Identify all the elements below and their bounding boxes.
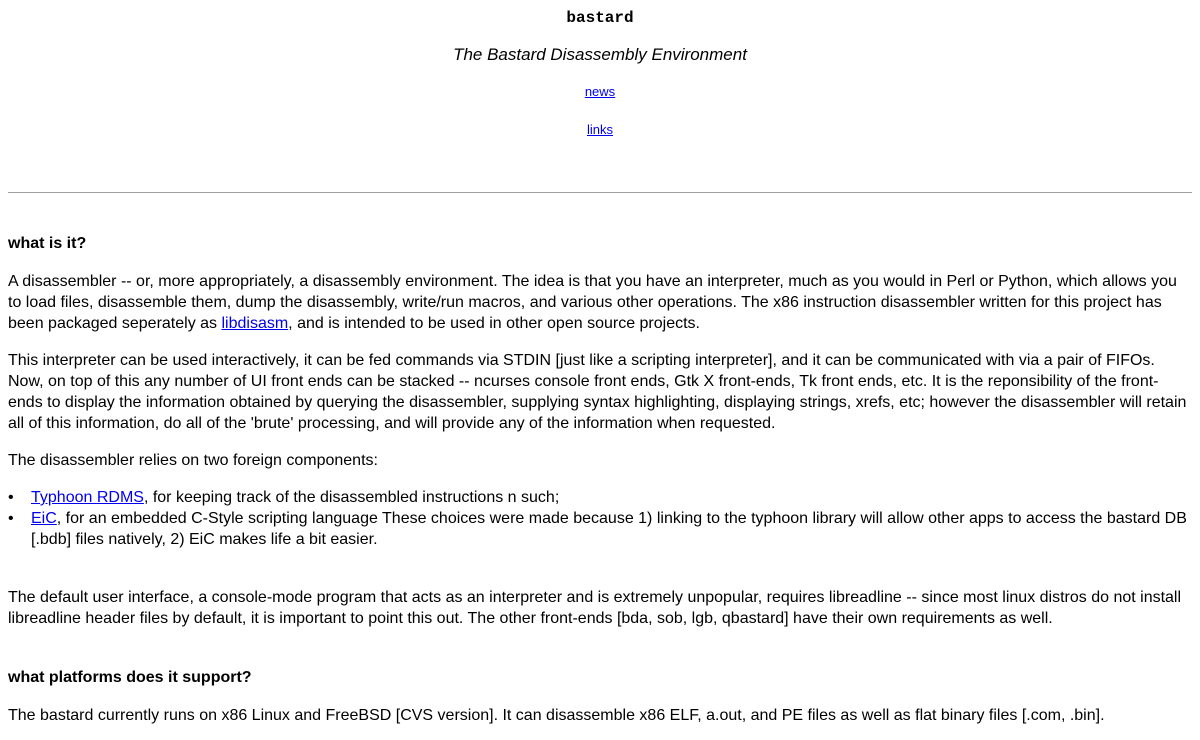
nav-links-row — [8, 119, 1192, 140]
news-link[interactable]: news — [584, 84, 616, 99]
typhoon-rdms-link[interactable]: Typhoon RDMS — [31, 489, 144, 506]
intro-text-after: , and is intended to be used in other open source projects. — [288, 315, 700, 332]
list-item — [8, 487, 1192, 508]
page-header — [8, 0, 1192, 140]
platforms-paragraph: The bastard currently runs on x86 Linux and FreeBSD [CVS version]. It can disassemble x86 ELF, a.out, and PE files as well as flat binary files [.com, .bin]. — [8, 707, 1105, 724]
ui-paragraph: The default user interface, a console-mode program that acts as an interpreter and is extremely unpopular, requires libreadline -- since most linux distros do not install libreadline header files by default, it is important to point this out. The other front-ends [bda, sob, lgb, qbastard] have their own requirements as well. — [8, 589, 1182, 627]
nav-news-row — [8, 81, 1192, 102]
header-divider — [8, 192, 1192, 193]
bullet-icon: • — [8, 510, 14, 527]
interpreter-paragraph: This interpreter can be used interactively, it can be fed commands via STDIN [just like a scripting interpreter], and it can be communicated with via a pair of FIFOs. Now, on top of this any number of UI front ends can be stacked -- ncurses console front ends, Gtk X front-ends, Tk front ends, etc. It is the reponsibility of the front-ends to display the information obtained by querying the disassembler, supplying syntax highlighting, displaying strings, xrefs, etc; however the disassembler will retain all of this information, do all of the 'brute' processing, and will provide any of the information when requested. — [8, 352, 1187, 432]
site-subtitle: The Bastard Disassembly Environment — [453, 45, 747, 64]
list-item-text: , for keeping track of the disassembled instructions n such; — [143, 489, 560, 506]
components-intro: The disassembler relies on two foreign components: — [8, 452, 378, 469]
section-heading-what-is-it: what is it? — [8, 235, 87, 252]
eic-link[interactable]: EiC — [31, 510, 57, 527]
intro-paragraph — [8, 271, 1192, 334]
list-item-text: , for an embedded C-Style scripting language These choices were made because 1) linking to the typhoon library will allow other apps to access the bastard DB [.bdb] files natively, 2) EiC makes life a bit easier. — [31, 510, 1187, 548]
list-item — [8, 508, 1192, 550]
links-link[interactable]: links — [586, 122, 613, 137]
section-heading-platforms: what platforms does it support? — [8, 669, 252, 686]
intro-text-before: A disassembler -- or, more appropriately, a disassembly environment. The idea is that you have an interpreter, much as you would in Perl or Python, which allows you to load files, disassemble them, dump the disassembly, write/run macros, and various other operations. The x86 instruction disassembler written for this project has been packaged seperately as — [8, 273, 1177, 332]
libdisasm-link[interactable]: libdisasm — [221, 315, 289, 332]
bullet-icon: • — [8, 489, 14, 506]
site-name: bastard — [566, 9, 634, 27]
components-list — [8, 487, 1192, 550]
